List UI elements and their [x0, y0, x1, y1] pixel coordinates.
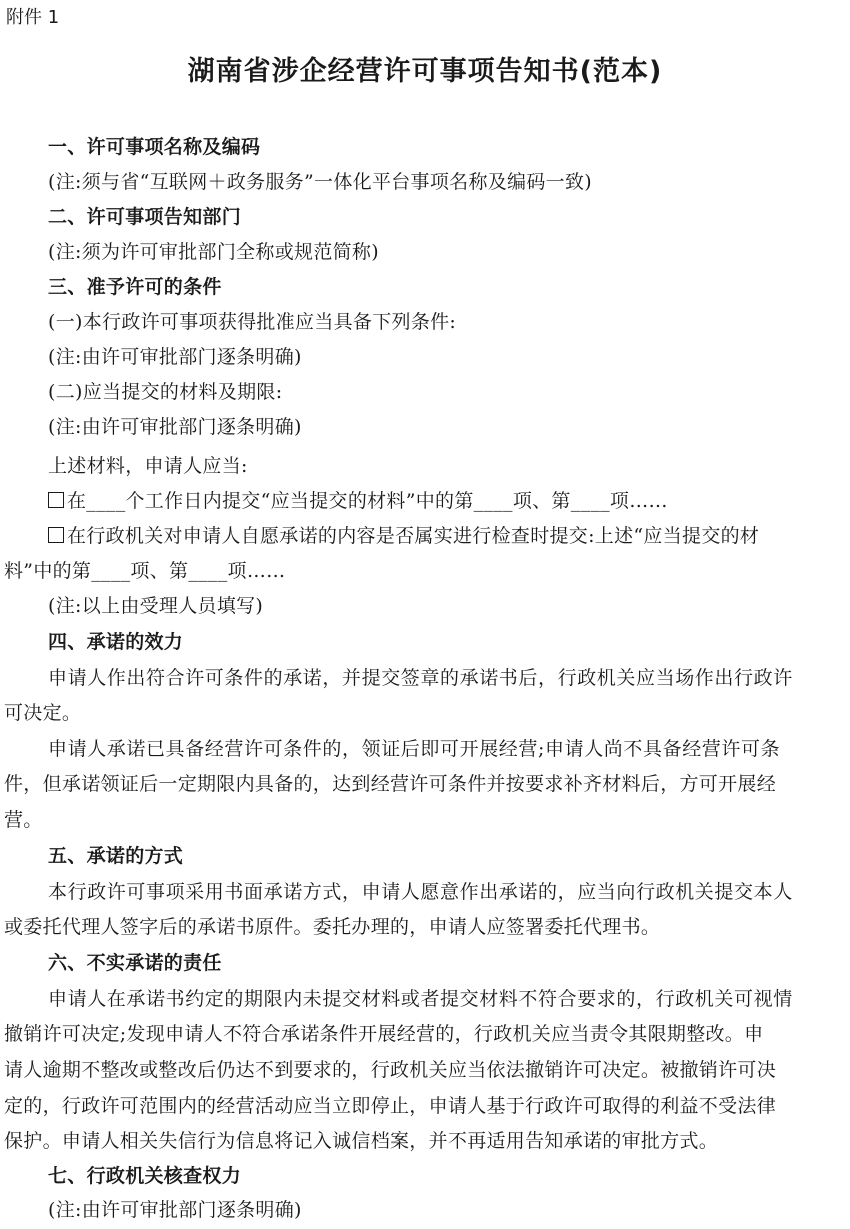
checkbox-option-1-text: 在____个工作日内提交“应当提交的材料”中的第____项、第____项……: [67, 490, 668, 512]
checkbox-icon[interactable]: [48, 527, 64, 543]
body-line: 定的，行政许可范围内的经营活动应当立即停止，申请人基于行政许可取得的利益不受法律: [4, 1095, 777, 1117]
body-line: 或委托代理人签字后的承诺书原件。委托办理的，申请人应签署委托代理书。: [4, 916, 661, 938]
note-line: (注:须与省“互联网＋政务服务”一体化平台事项名称及编码一致): [48, 171, 592, 193]
body-line: (一)本行政许可事项获得批准应当具备下列条件:: [48, 311, 457, 333]
checkbox-option-2[interactable]: [0, 522, 850, 550]
body-line: 申请人承诺已具备经营许可条件的，领证后即可开展经营;申请人尚不具备经营许可条: [48, 738, 781, 760]
body-line: 料”中的第____项、第____项……: [4, 560, 286, 582]
body-line: 营。: [4, 809, 43, 831]
attachment-label: 附件 1: [6, 7, 60, 28]
section-3-heading: 三、准予许可的条件: [48, 276, 222, 298]
body-line: 保护。申请人相关失信行为信息将记入诚信档案，并不再适用告知承诺的审批方式。: [4, 1130, 719, 1152]
note-line: (注:由许可审批部门逐条明确): [48, 1199, 302, 1221]
checkbox-icon[interactable]: [48, 492, 64, 508]
section-4-heading: 四、承诺的效力: [48, 631, 184, 653]
note-line: (注:须为许可审批部门全称或规范简称): [48, 241, 379, 263]
section-7-heading: 七、行政机关核查权力: [48, 1165, 242, 1187]
body-line: 本行政许可事项采用书面承诺方式，申请人愿意作出承诺的，应当向行政机关提交本人: [48, 881, 793, 903]
body-line: 上述材料，申请人应当:: [48, 455, 248, 477]
body-line: 请人逾期不整改或整改后仍达不到要求的，行政机关应当依法撤销许可决定。被撤销许可决: [4, 1059, 777, 1081]
section-6-heading: 六、不实承诺的责任: [48, 952, 222, 974]
body-line: (二)应当提交的材料及期限:: [48, 381, 283, 403]
checkbox-option-2-text: 在行政机关对申请人自愿承诺的内容是否属实进行检查时提交:上述“应当提交的材: [67, 525, 760, 547]
section-2-heading: 二、许可事项告知部门: [48, 206, 242, 228]
body-line: 申请人在承诺书约定的期限内未提交材料或者提交材料不符合要求的，行政机关可视情: [48, 988, 793, 1010]
note-line: (注:由许可审批部门逐条明确): [48, 346, 302, 368]
note-line: (注:由许可审批部门逐条明确): [48, 416, 302, 438]
section-5-heading: 五、承诺的方式: [48, 845, 184, 867]
note-line: (注:以上由受理人员填写): [48, 595, 264, 617]
body-line: 可决定。: [4, 702, 82, 724]
section-1-heading: 一、许可事项名称及编码: [48, 136, 261, 158]
body-line: 申请人作出符合许可条件的承诺，并提交签章的承诺书后，行政机关应当场作出行政许: [48, 667, 793, 689]
document-title: 湖南省涉企经营许可事项告知书(范本): [187, 56, 663, 87]
checkbox-option-1[interactable]: [0, 487, 850, 515]
body-line: 件，但承诺领证后一定期限内具备的，达到经营许可条件并按要求补齐材料后，方可开展经: [4, 773, 777, 795]
body-line: 撤销许可决定;发现申请人不符合承诺条件开展经营的，行政机关应当责令其限期整改。申: [4, 1023, 764, 1045]
